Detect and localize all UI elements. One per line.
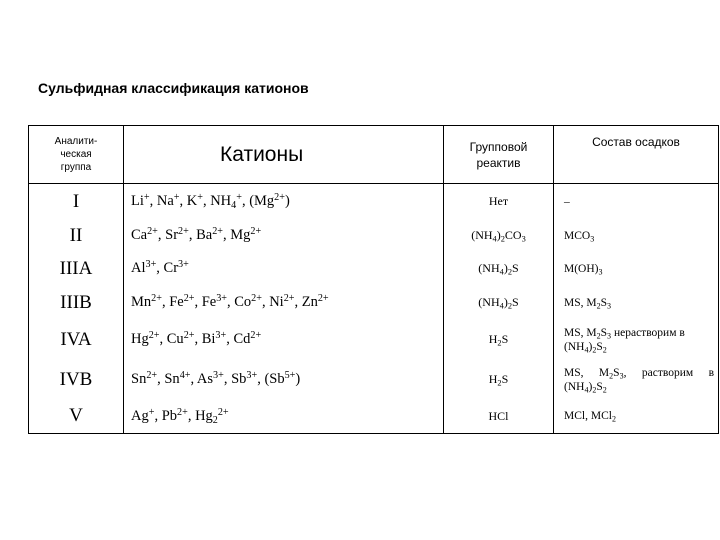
header-precipitate: Состав осадков: [554, 126, 719, 184]
group-cell: V: [29, 400, 124, 434]
group-cell: IVA: [29, 320, 124, 360]
table-row: [29, 400, 719, 434]
precipitate-cell: MCl, MCl$_2$: [554, 400, 719, 434]
cations-cell: $Al^{3+}$, $Cr^{3+}$: [124, 252, 444, 286]
reagent-cell: $(NH_4)_2CO_3$: [444, 220, 554, 252]
precipitate-cell: MS, $M_2S_3$ нерастворим в $(NH_4)_2S_2$: [554, 320, 719, 360]
table-row: [29, 184, 719, 220]
table-row: [29, 220, 719, 252]
group-cell: IIIB: [29, 286, 124, 320]
group-cell: I: [29, 184, 124, 220]
cations-cell: Li+, Na+, K+, $NH_4^+$, $(Mg^{2+})$: [124, 184, 444, 220]
table-row: [29, 360, 719, 400]
cations-cell: $Hg^{2+}$, $Cu^{2+}$, $Bi^{3+}$, $Cd^{2+}$: [124, 320, 444, 360]
precipitate-cell: $M(OH)_3$: [554, 252, 719, 286]
cations-cell: $Sn^{2+}$, $Sn^{4+}$, $As^{3+}$, $Sb^{3+}$, $(Sb^{5+})$: [124, 360, 444, 400]
precipitate-cell: –: [554, 184, 719, 220]
table-header-row: [29, 126, 719, 184]
table-row: [29, 252, 719, 286]
reagent-cell: Нет: [444, 184, 554, 220]
table-row: [29, 320, 719, 360]
precipitate-cell: MS, $M_2S_3$: [554, 286, 719, 320]
page-title: Сульфидная классификация катионов: [38, 80, 309, 96]
table-row: [29, 286, 719, 320]
group-cell: IIIA: [29, 252, 124, 286]
reagent-cell: $H_2S$: [444, 360, 554, 400]
header-group: Аналити- ческая группа: [29, 126, 124, 184]
header-reagent: Групповой реактив: [444, 126, 554, 184]
precipitate-cell: $MCO_3$: [554, 220, 719, 252]
reagent-cell: $(NH_4)_2S$: [444, 286, 554, 320]
reagent-cell: $(NH_4)_2S$: [444, 252, 554, 286]
reagent-cell: $H_2S$: [444, 320, 554, 360]
precipitate-cell: MS, $M_2S_3$, растворим в $(NH_4)_2S_2$: [554, 360, 719, 400]
cations-cell: $Ca^{2+}$, $Sr^{2+}$, $Ba^{2+}$, $Mg^{2+}$: [124, 220, 444, 252]
reagent-cell: HCl: [444, 400, 554, 434]
group-cell: IVB: [29, 360, 124, 400]
cations-cell: Ag+, $Pb^{2+}$, $Hg_2^{2+}$: [124, 400, 444, 434]
header-cations: Катионы: [124, 126, 444, 184]
cation-classification-table: [28, 125, 719, 434]
cations-cell: $Mn^{2+}$, $Fe^{2+}$, $Fe^{3+}$, $Co^{2+}$, $Ni^{2+}$, $Zn^{2+}$: [124, 286, 444, 320]
group-cell: II: [29, 220, 124, 252]
